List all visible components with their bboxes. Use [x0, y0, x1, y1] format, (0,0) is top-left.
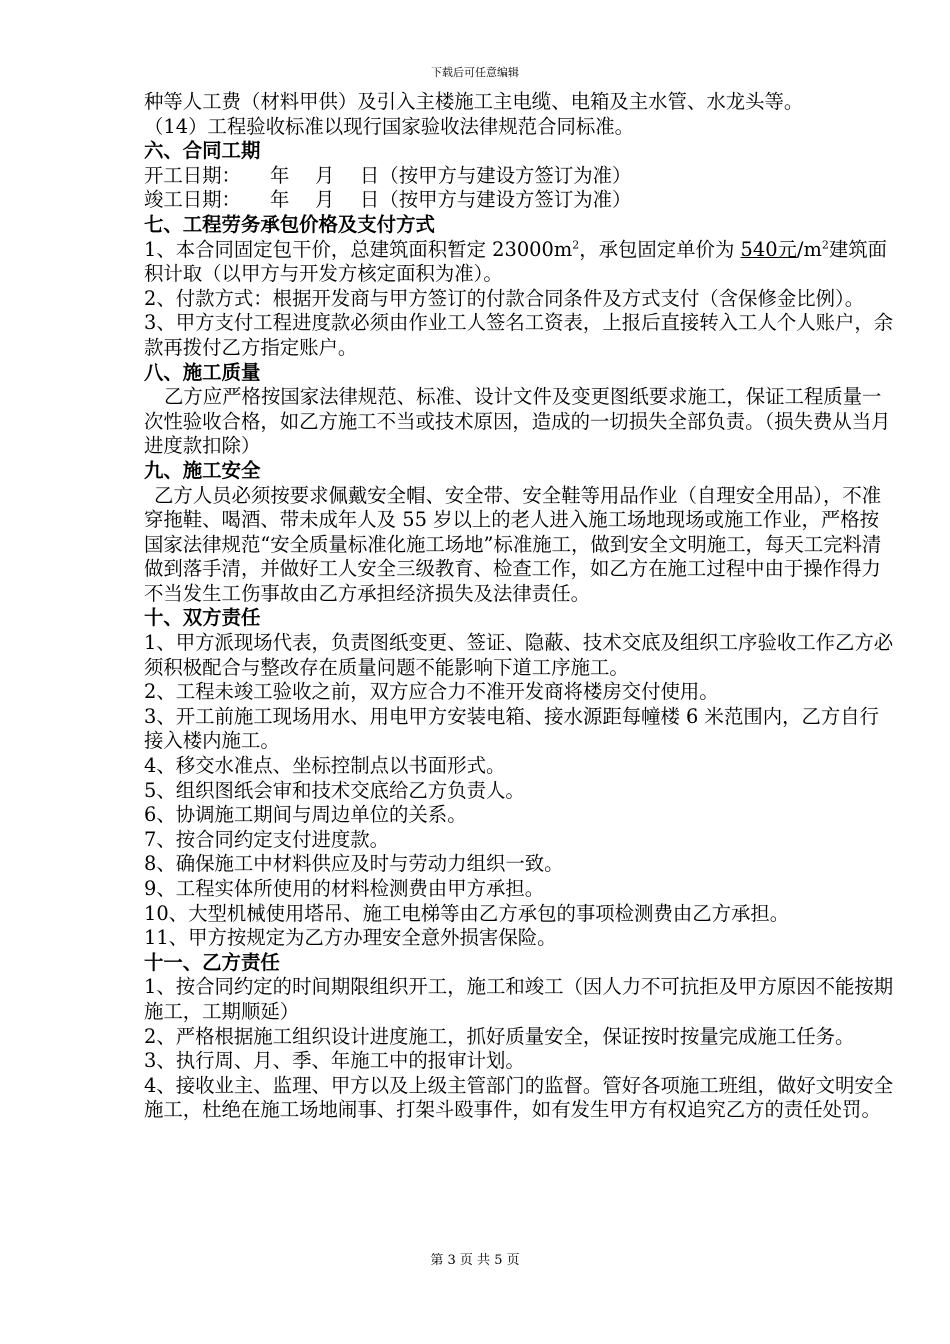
- list-item: 1、按合同约定的时间期限组织开工，施工和竣工（因人力不可抗拒及甲方原因不能按期施工，工期顺延）: [144, 975, 894, 1023]
- list-item: 6、协调施工期间与周边单位的关系。: [144, 803, 467, 827]
- safety-paragraph: 乙方人员必须按要求佩戴安全帽、安全带、安全鞋等用品作业（自理安全用品），不准穿拖鞋、喝酒、带未成年人及 55 岁以上的老人进入施工场地现场或施工作业，严格按国家法律规范“安全质量标准化施工场地”标准施工，做到安全文明施工，每天工完料清做到落手清，并做好工人安全三级教育、检查工作，如乙方在施工过程中由于操作得力不当发生工伤事故由乙方承担经济损失及法律责任。: [144, 483, 882, 605]
- page-number: 第 3 页 共 5 页: [430, 1253, 520, 1268]
- section-heading: 七、工程劳务承包价格及支付方式: [144, 212, 435, 236]
- header-note: 下载后可任意编辑: [431, 66, 519, 79]
- text-line: 种等人工费（材料甲供）及引入主楼施工主电缆、电箱及主水管、水龙头等。: [144, 90, 804, 113]
- unit-price: 540元: [740, 237, 797, 261]
- section-heading: 六、合同工期: [144, 139, 261, 163]
- list-item: 11、甲方按规定为乙方办理安全意外损害保险。: [144, 926, 557, 950]
- list-item: 5、组织图纸会审和技术交底给乙方负责人。: [144, 778, 525, 802]
- payment-clause: 2、付款方式：根据开发商与甲方签订的付款合同条件及方式支付（含保修金比例）。: [144, 286, 865, 310]
- section-heading: 十、双方责任: [144, 606, 261, 630]
- superscript: 2: [821, 238, 829, 252]
- text-line: （14）工程验收标准以现行国家验收法律规范合同标准。: [144, 114, 635, 138]
- text-span: ，承包固定单价为: [579, 237, 741, 261]
- superscript: 2: [572, 238, 580, 252]
- document-body: [144, 90, 894, 1123]
- list-item: 4、接收业主、监理、甲方以及上级主管部门的监督。管好各项施工班组，做好文明安全施工，杜绝在施工场地闹事、打架斗殴事件，如有发生甲方有权追究乙方的责任处罚。: [144, 1073, 894, 1122]
- text-span: 建筑面积计取（以甲方与开发方核定面积为准）。: [144, 237, 888, 286]
- list-item: 9、工程实体所使用的材料检测费由甲方承担。: [144, 877, 545, 900]
- list-item: 2、工程未竣工验收之前，双方应合力不准开发商将楼房交付使用。: [144, 680, 719, 704]
- section-heading: 十一、乙方责任: [144, 950, 280, 974]
- text-span: 1、本合同固定包干价，总建筑面积暂定 23000m: [144, 237, 573, 261]
- list-item: 7、按合同约定支付进度款。: [144, 827, 390, 851]
- list-item: 2、严格根据施工组织设计进度施工，抓好质量安全，保证按时按量完成施工任务。: [144, 1024, 855, 1048]
- section-heading: 九、施工安全: [144, 458, 261, 482]
- list-item: 4、移交水准点、坐标控制点以书面形式。: [144, 754, 506, 778]
- list-item: 3、开工前施工现场用水、用电甲方安装电箱、接水源距每幢楼 6 米范围内，乙方自行接入楼内施工。: [144, 704, 880, 753]
- list-item: 1、甲方派现场代表，负责图纸变更、签证、隐蔽、技术交底及组织工序验收工作乙方必须积极配合与整改存在质量问题不能影响下道工序施工。: [144, 631, 894, 679]
- quality-paragraph: 乙方应严格按国家法律规范、标准、设计文件及变更图纸要求施工，保证工程质量一次性验收合格，如乙方施工不当或技术原因，造成的一切损失全部负责。（损失费从当月进度款扣除）: [144, 385, 891, 458]
- end-date-line: 竣工日期： 年 月 日（按甲方与建设方签订为准）: [144, 188, 632, 212]
- payment-clause: 3、甲方支付工程进度款必须由作业工人签名工资表，上报后直接转入工人个人账户，余款再拨付乙方指定账户。: [144, 311, 894, 359]
- text-span: /m: [796, 237, 822, 261]
- start-date-line: 开工日期： 年 月 日（按甲方与建设方签订为准）: [144, 163, 632, 187]
- list-item: 10、大型机械使用塔吊、施工电梯等由乙方承包的事项检测费由乙方承担。: [144, 901, 790, 925]
- list-item: 3、执行周、月、季、年施工中的报审计划。: [144, 1049, 525, 1073]
- price-clause: [144, 238, 894, 287]
- list-item: 8、确保施工中材料供应及时与劳动力组织一致。: [144, 852, 564, 876]
- section-heading: 八、施工质量: [144, 360, 261, 384]
